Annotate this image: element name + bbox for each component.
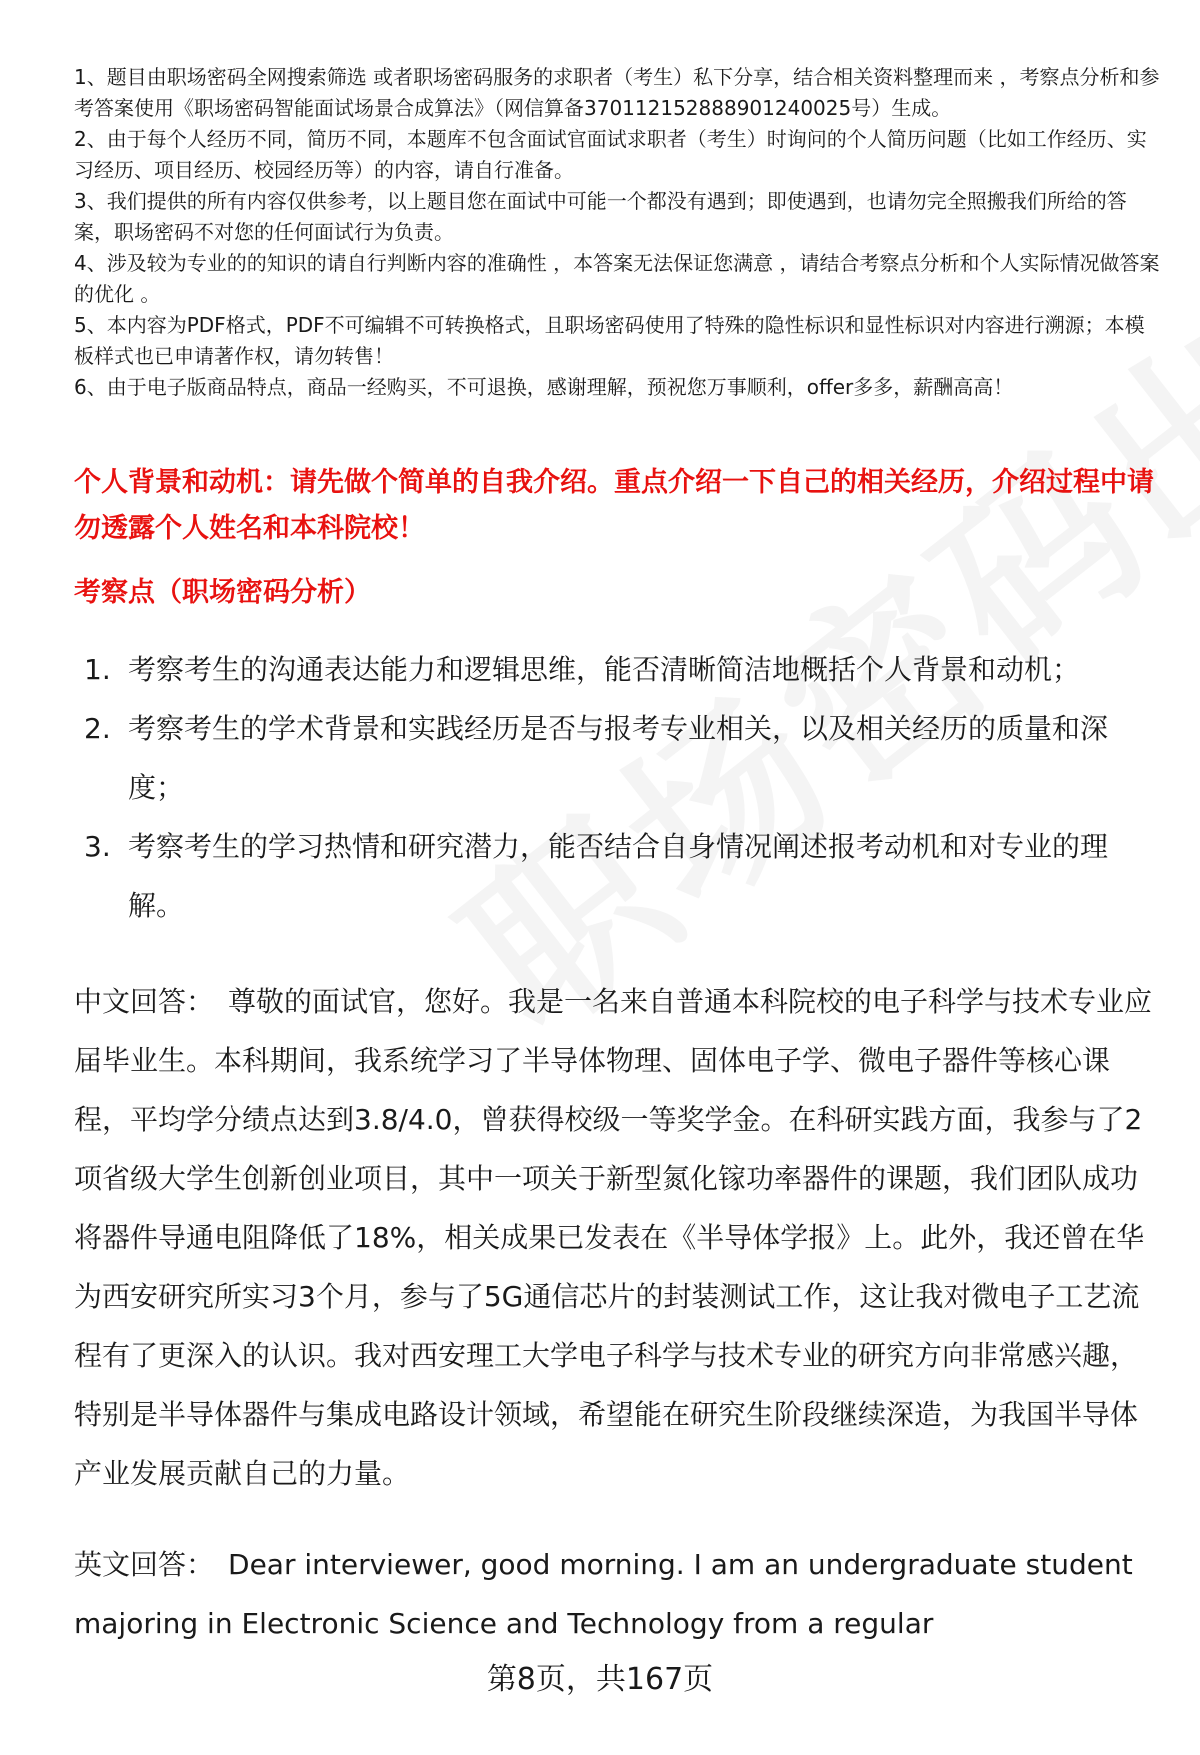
point-number: 1. (84, 653, 111, 686)
point-text: 考察考生的学术背景和实践经历是否与报考专业相关，以及相关经历的质量和深度； (128, 712, 1109, 804)
analysis-point (74, 699, 1154, 817)
question-title: 个人背景和动机：请先做个简单的自我介绍。重点介绍一下自己的相关经历，介绍过程中请勿透露个人姓名和本科院校！ (74, 467, 1154, 544)
english-answer-label: 英文回答： (74, 1548, 215, 1581)
analysis-point (74, 640, 1154, 699)
analysis-point (74, 817, 1154, 935)
analysis-points (74, 640, 1154, 935)
english-answer-text: Dear interviewer, good morning. I am an undergraduate student majoring in Electronic Science and Technology from a regular (74, 1548, 1133, 1640)
note-item: 3、我们提供的所有内容仅供参考，以上题目您在面试中可能一个都没有遇到；即使遇到，也请勿完全照搬我们所给的答案，职场密码不对您的任何面试行为负责。 (74, 189, 1127, 244)
english-answer (74, 1535, 1154, 1653)
point-number: 3. (84, 830, 111, 863)
disclaimer-notes (74, 62, 1164, 403)
note-item: 4、涉及较为专业的的知识的请自行判断内容的准确性 ，本答案无法保证您满意 ，请结合考察点分析和个人实际情况做答案的优化 。 (74, 251, 1160, 306)
note-item: 5、本内容为PDF格式，PDF不可编辑不可转换格式，且职场密码使用了特殊的隐性标识和显性标识对内容进行溯源；本模板样式也已申请著作权，请勿转售！ (74, 313, 1145, 368)
page-footer: 第8页，共167页 (486, 1662, 714, 1697)
point-text: 考察考生的学习热情和研究潜力，能否结合自身情况阐述报考动机和对专业的理解。 (128, 830, 1109, 922)
point-number: 2. (84, 712, 111, 745)
analysis-title: 考察点（职场密码分析） (74, 577, 371, 608)
chinese-answer-text: 尊敬的面试官，您好。我是一名来自普通本科院校的电子科学与技术专业应届毕业生。本科期间，我系统学习了半导体物理、固体电子学、微电子器件等核心课程，平均学分绩点达到3.8/4.0，曾获得校级一等奖学金。在科研实践方面，我参与了2项省级大学生创新创业项目，其中一项关于新型氮化镓功率器件的课题，我们团队成功将器件导通电阻降低了18%，相关成果已发表在《半导体学报》上。此外，我还曾在华为西安研究所实习3个月，参与了5G通信芯片的封装测试工作，这让我对微电子工艺流程有了更深入的认识。我对西安理工大学电子科学与技术专业的研究方向非常感兴趣，特别是半导体器件与集成电路设计领域，希望能在研究生阶段继续深造，为我国半导体产业发展贡献自己的力量。 (74, 985, 1153, 1490)
note-item: 2、由于每个人经历不同，简历不同，本题库不包含面试官面试求职者（考生）时询问的个人简历问题（比如工作经历、实习经历、项目经历、校园经历等）的内容，请自行准备。 (74, 127, 1147, 182)
chinese-answer-label: 中文回答： (74, 985, 215, 1018)
chinese-answer (74, 972, 1154, 1503)
note-item: 6、由于电子版商品特点，商品一经购买，不可退换，感谢理解，预祝您万事顺利，offer多多，薪酬高高！ (74, 375, 1014, 399)
point-text: 考察考生的沟通表达能力和逻辑思维，能否清晰简洁地概括个人背景和动机； (128, 653, 1081, 686)
note-item: 1、题目由职场密码全网搜索筛选 或者职场密码服务的求职者（考生）私下分享，结合相关资料整理而来 ，考察点分析和参考答案使用《职场密码智能面试场景合成算法》（网信算备370112152888901240025号）生成。 (74, 65, 1160, 120)
